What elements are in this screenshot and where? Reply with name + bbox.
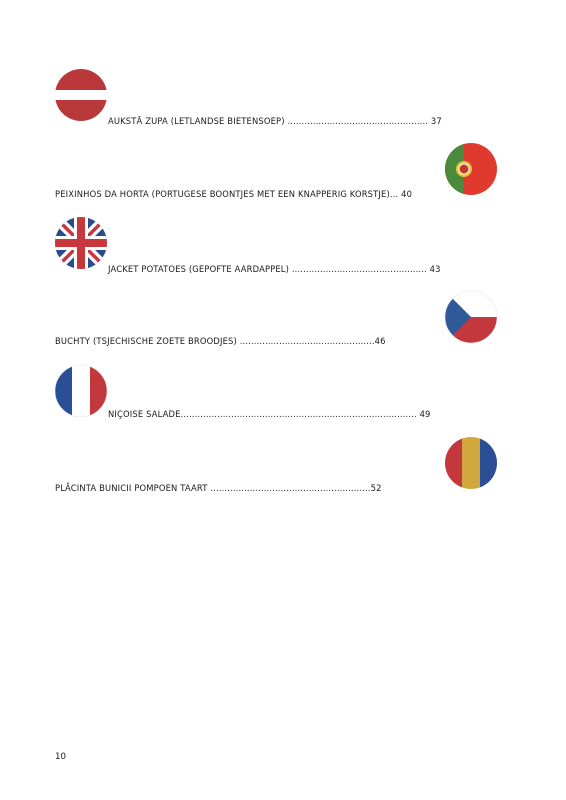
toc-entry-peixinhos-da-horta[interactable]: PEIXINHOS DA HORTA (PORTUGESE BOONTJES MET EEN KNAPPERIG KORSTJE)... 40 — [55, 189, 413, 199]
czech-flag-icon — [444, 290, 498, 344]
toc-entry-jacket-potatoes[interactable]: JACKET POTATOES (GEPOFTE AARDAPPEL) ................................................ 43 — [108, 264, 441, 274]
toc-entry-buchty[interactable]: BUCHTY (TSJECHISCHE ZOETE BROODJES) ................................................46 — [55, 336, 386, 346]
toc-entry-aukstā-zupa[interactable]: AUKSTĀ ZUPA (LETLANDSE BIETENSOEP) .................................................. 37 — [108, 116, 442, 126]
portugal-flag-icon — [444, 142, 498, 196]
toc-entry-nicoise-salade[interactable]: NIÇOISE SALADE.................................................................................... 49 — [108, 409, 431, 419]
france-flag-icon — [54, 364, 108, 418]
latvia-flag-icon — [54, 68, 108, 122]
romania-flag-icon — [444, 436, 498, 490]
united-kingdom-flag-icon — [54, 216, 108, 270]
toc-entry-placinta-bunicii[interactable]: PLĂCINTA BUNICII POMPOEN TAART .........................................................52 — [55, 483, 382, 493]
page-number: 10 — [55, 752, 66, 762]
